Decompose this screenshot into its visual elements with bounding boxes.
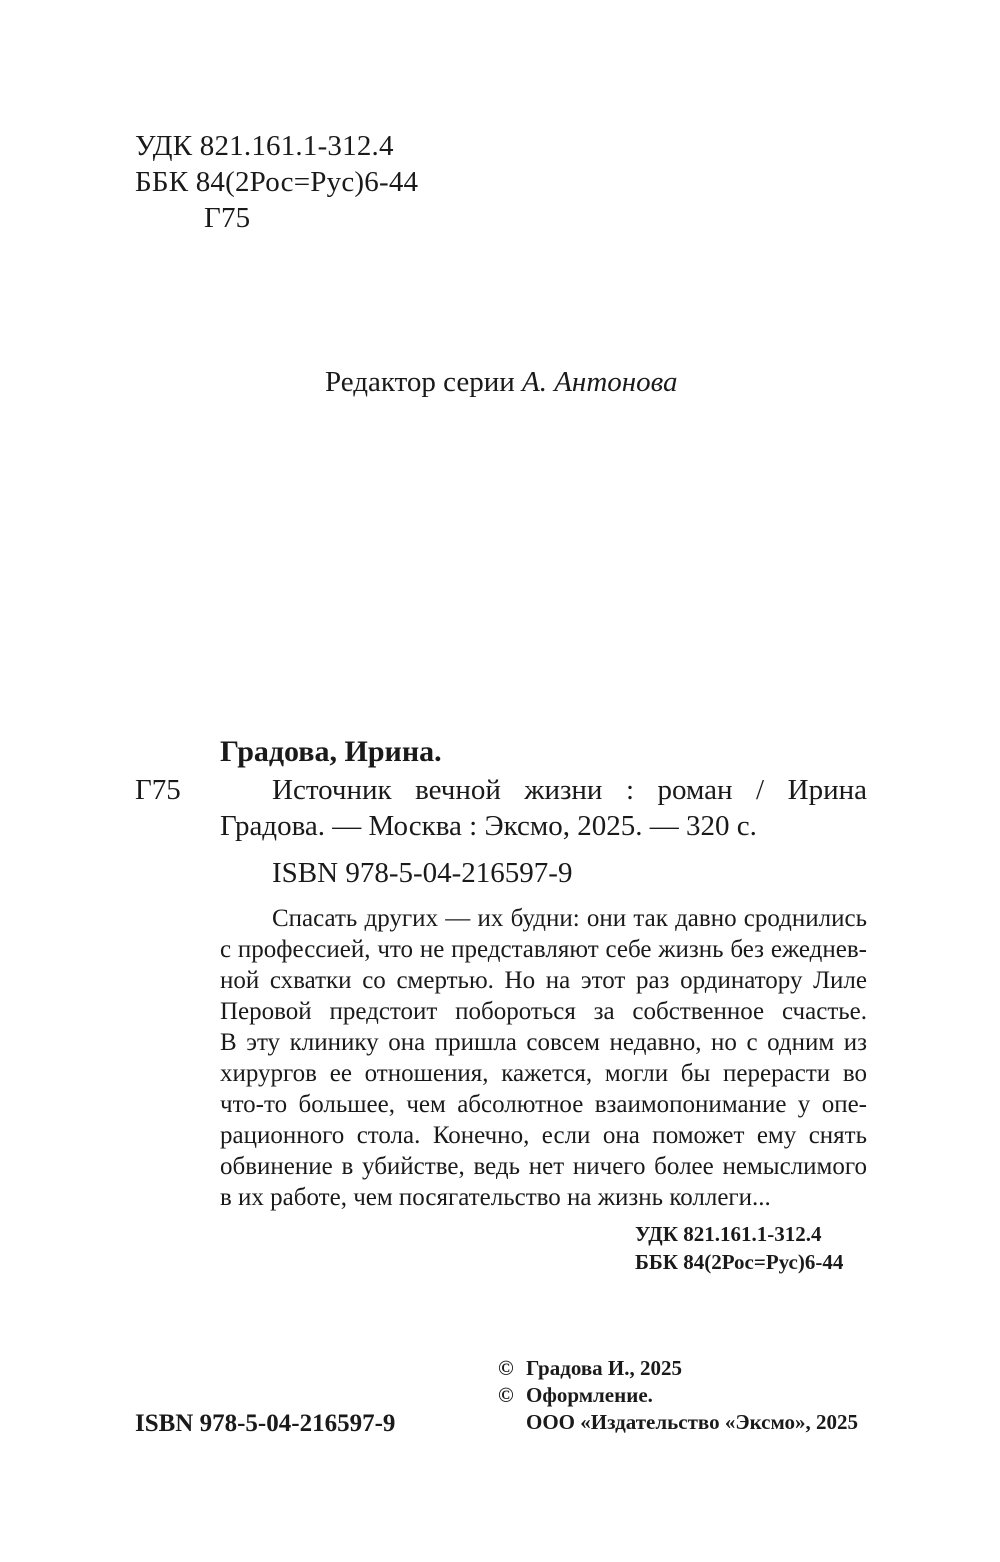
annotation-line: обвинение в убийстве, ведь нет ничего более немыслимого bbox=[220, 1153, 867, 1180]
udk-code-bottom: УДК 821.161.1-312.4 bbox=[635, 1222, 822, 1246]
author-mark-record: Г75 bbox=[135, 774, 181, 806]
annotation-line: что-то большее, чем абсолютное взаимопонимание у опе- bbox=[220, 1091, 867, 1118]
series-editor-line bbox=[325, 364, 678, 400]
record-author: Градова, Ирина. bbox=[220, 735, 442, 768]
series-editor-label: Редактор серии bbox=[325, 366, 515, 398]
annotation-line: Перовой предстоит побороться за собственное счастье. bbox=[220, 998, 867, 1025]
series-editor-name: А. Антонова bbox=[522, 366, 678, 398]
udk-code-top: УДК 821.161.1-312.4 bbox=[135, 130, 394, 162]
annotation-line: Спасать других — их будни: они так давно сроднились bbox=[272, 905, 867, 932]
isbn-bottom: ISBN 978-5-04-216597-9 bbox=[135, 1410, 396, 1437]
annotation-line: хирургов ее отношения, кажется, могли бы перерасти во bbox=[220, 1060, 867, 1087]
record-isbn: ISBN 978-5-04-216597-9 bbox=[272, 857, 573, 889]
author-mark-top: Г75 bbox=[204, 202, 251, 234]
copyright-publisher: ООО «Издательство «Эксмо», 2025 bbox=[526, 1410, 859, 1434]
record-title-line-2: Градова. — Москва : Эксмо, 2025. — 320 с. bbox=[220, 810, 757, 842]
copyright-icon: © bbox=[498, 1356, 514, 1380]
annotation-line: В эту клинику она пришла совсем недавно, но с одним из bbox=[220, 1029, 867, 1056]
record-title-line-1: Источник вечной жизни : роман / Ирина bbox=[272, 774, 867, 806]
annotation-line: ной схватки со смертью. Но на этот раз ординатору Лиле bbox=[220, 967, 867, 994]
bbk-code-top: ББК 84(2Рос=Рус)6-44 bbox=[135, 166, 419, 198]
copyright-author bbox=[498, 1355, 682, 1381]
copyright-design-text: Оформление. bbox=[526, 1383, 653, 1407]
annotation-line: с профессией, что не представляют себе жизнь без ежеднев- bbox=[220, 936, 867, 963]
copyright-design bbox=[498, 1382, 653, 1408]
copyright-author-text: Градова И., 2025 bbox=[526, 1356, 682, 1380]
bbk-code-bottom: ББК 84(2Рос=Рус)6-44 bbox=[635, 1250, 844, 1274]
copyright-icon: © bbox=[498, 1383, 514, 1407]
annotation-line: в их работе, чем посягательство на жизнь коллеги... bbox=[220, 1184, 771, 1211]
annotation-line: рационного стола. Конечно, если она поможет ему снять bbox=[220, 1122, 867, 1149]
